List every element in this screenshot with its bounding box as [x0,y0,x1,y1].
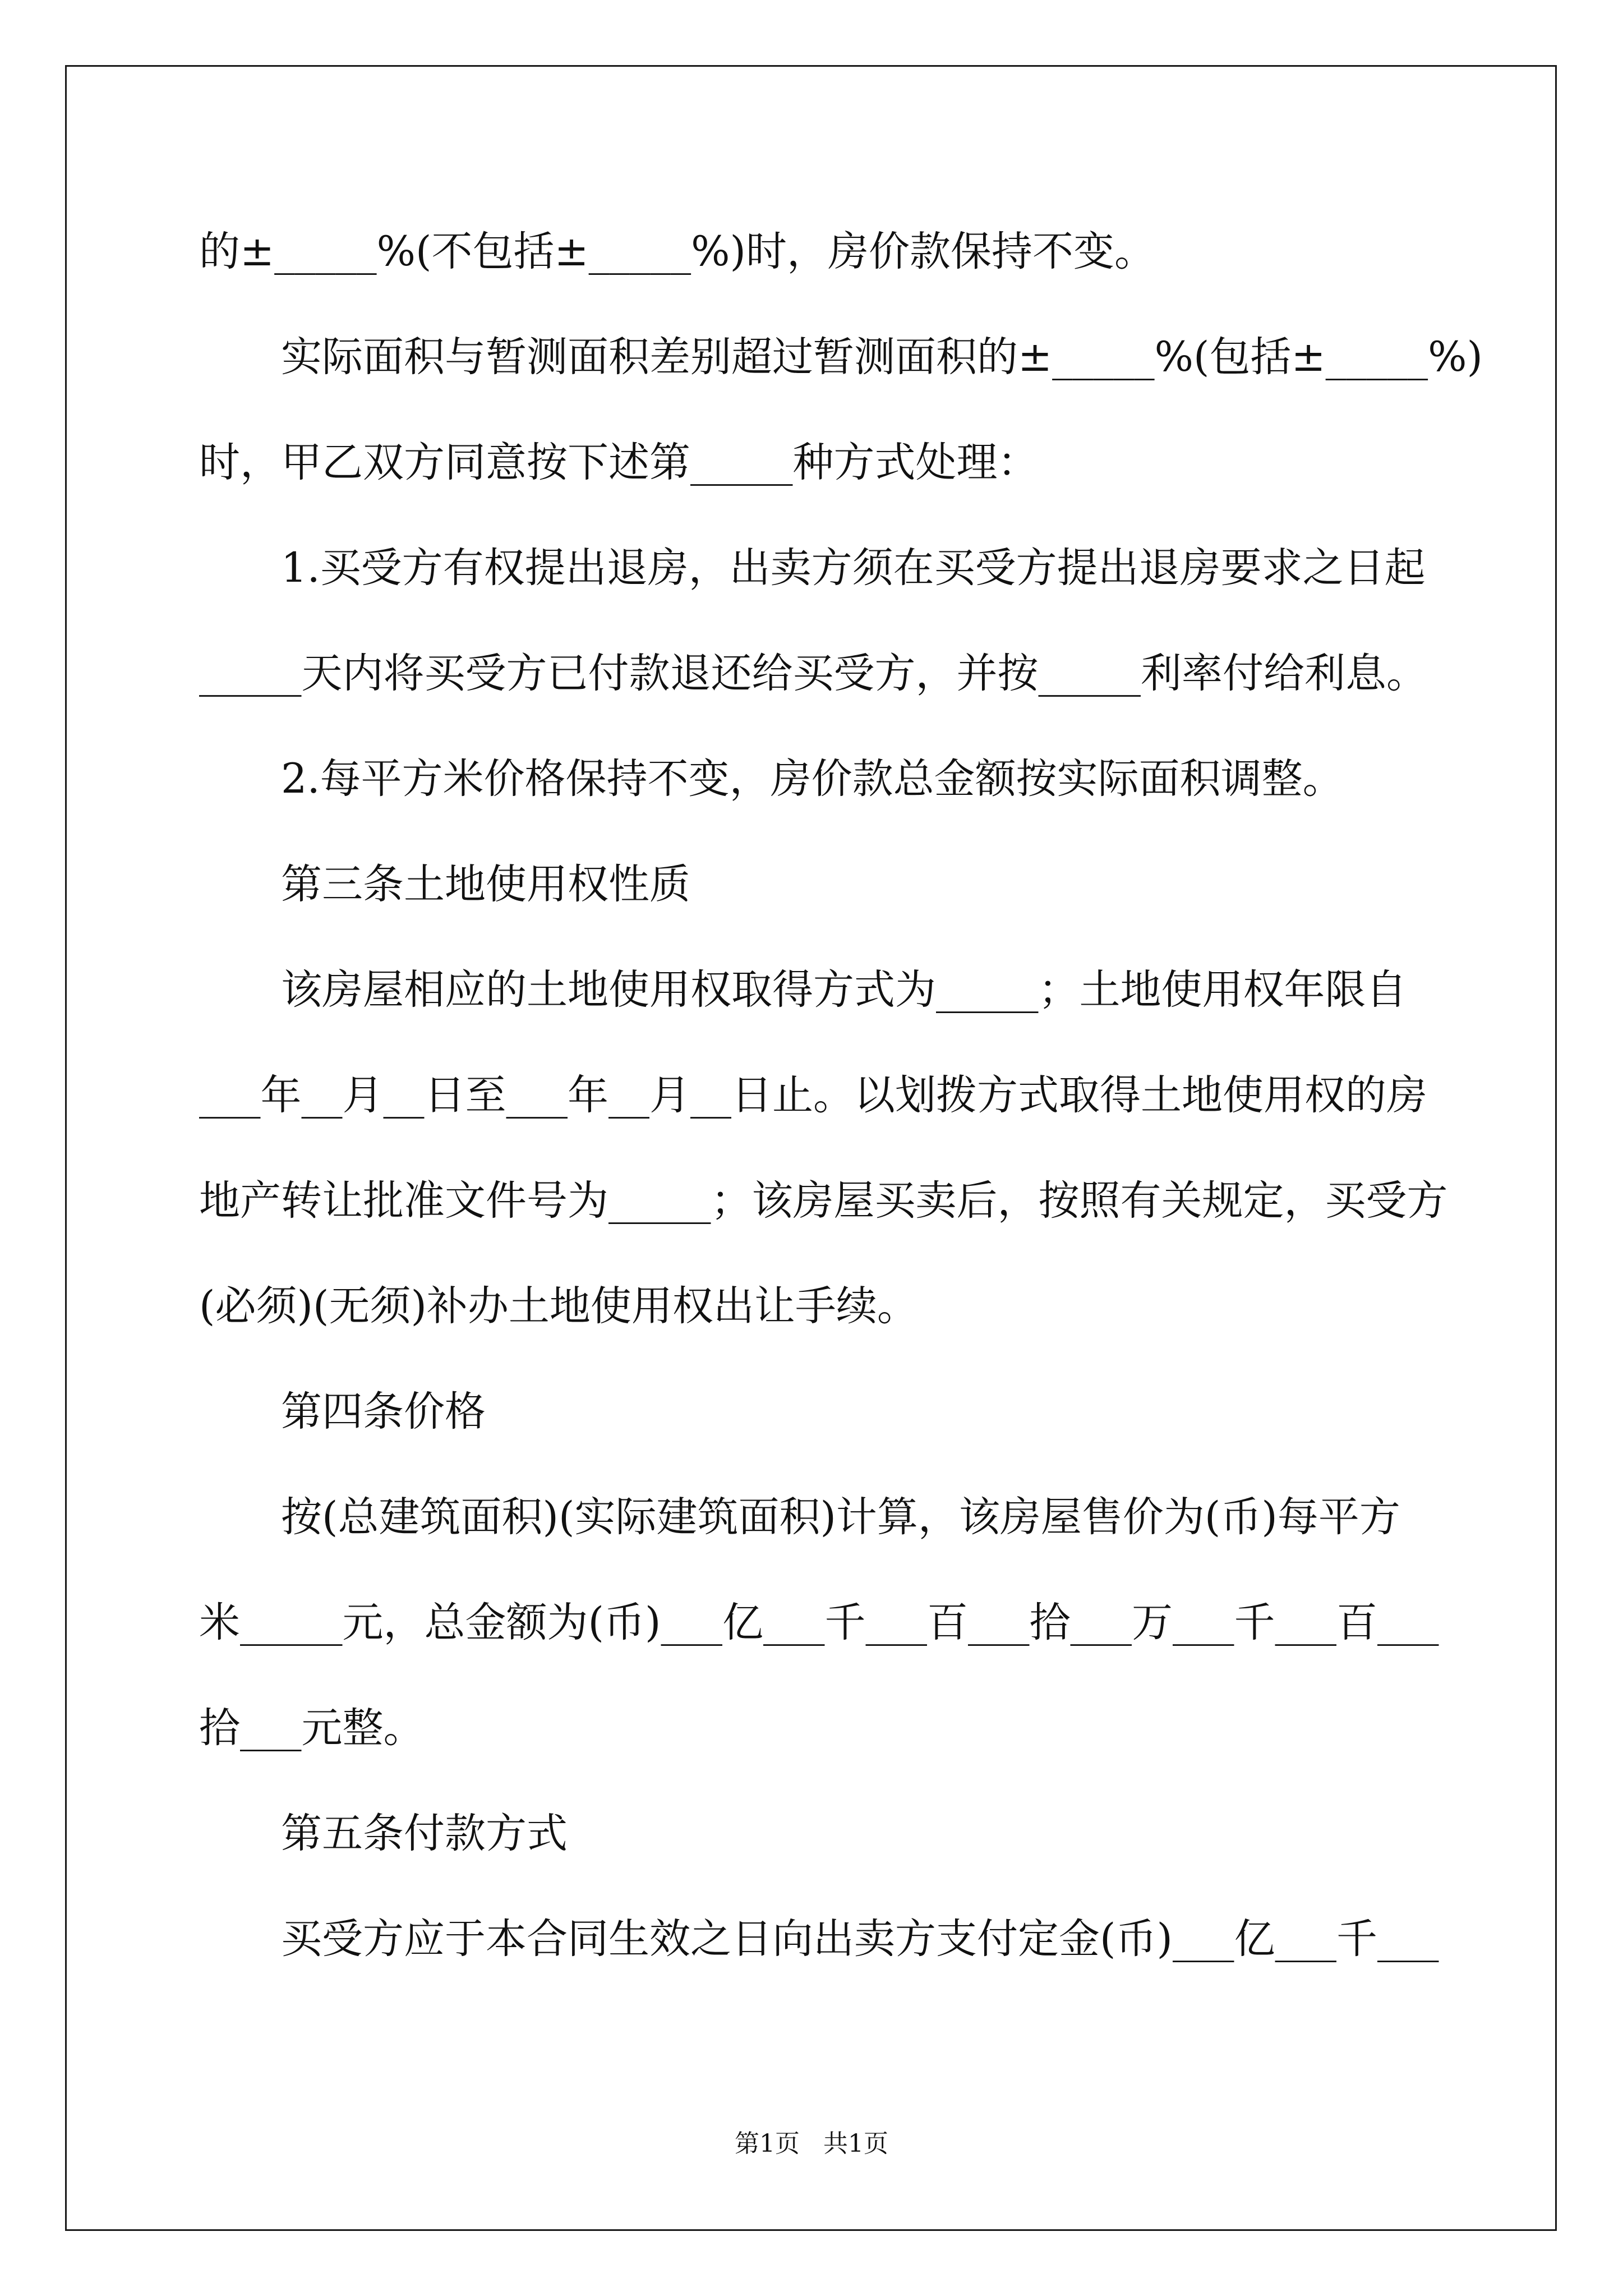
page-number-footer: 第1页 共1页 [735,2129,888,2158]
text-line: (必须)(无须)补办土地使用权出让手续。 [199,1282,918,1330]
section-heading: 第四条价格 [281,1388,486,1435]
text-line: _____天内将买受方已付款退还给买受方，并按_____利率付给利息。 [199,650,1427,697]
text-line: 地产转让批准文件号为_____；该房屋买卖后，按照有关规定，买受方 [199,1177,1448,1225]
text-line: 2.每平方米价格保持不变，房价款总金额按实际面积调整。 [281,755,1344,803]
section-heading: 第五条付款方式 [281,1810,568,1857]
text-line: 时，甲乙双方同意按下述第_____种方式处理： [199,439,1039,486]
text-line: 拾___元整。 [199,1704,425,1752]
text-line: ___年__月__日至___年__月__日止。以划拨方式取得土地使用权的房 [199,1071,1427,1119]
section-heading: 第三条土地使用权性质 [281,861,690,908]
text-line: 买受方应于本合同生效之日向出卖方支付定金(币)___亿___千___ [281,1915,1439,1963]
document-body [199,199,1483,1992]
text-line: 的±_____%(不包括±_____%)时，房价款保持不变。 [199,228,1156,275]
text-line: 该房屋相应的土地使用权取得方式为_____；土地使用权年限自 [281,966,1407,1014]
text-line: 实际面积与暂测面积差别超过暂测面积的±_____%(包括±_____%) [281,333,1483,381]
text-line: 米_____元，总金额为(币)___亿___千___百___拾___万___千___百___ [199,1599,1439,1646]
text-line: 按(总建筑面积)(实际建筑面积)计算，该房屋售价为(币)每平方 [281,1493,1400,1541]
text-line: 1.买受方有权提出退房，出卖方须在买受方提出退房要求之日起 [281,544,1426,592]
